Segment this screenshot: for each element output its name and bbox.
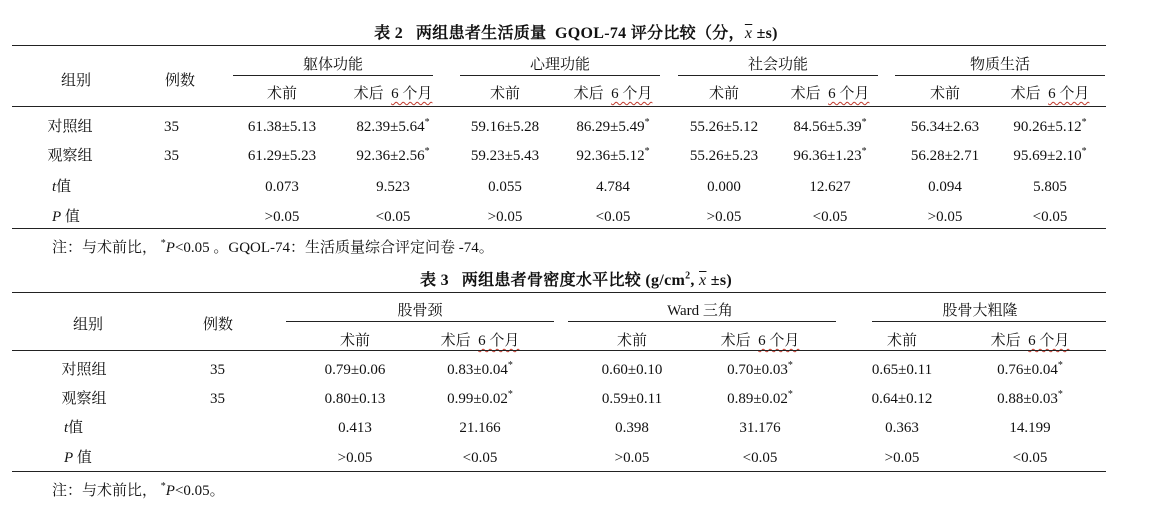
cell-value: 96.36±1.23 [793,148,862,164]
table3-site-2: Ward 三角 [667,303,733,319]
table3-note [52,479,225,500]
post-period: 6 个月 [828,86,870,102]
cell-value: 86.29±5.49 [576,119,645,135]
table2-count-header: 例数 [164,73,196,89]
table2-group-header: 组别 [60,73,92,89]
table2-row-group: 观察组 [47,148,93,164]
table3-cell [325,390,386,408]
table3-p-value: >0.05 [884,450,920,466]
table2-post-header-1 [354,85,433,103]
cell-value: 55.26±5.12 [689,119,759,135]
table2-p-value: >0.05 [706,209,742,225]
table2-t-value: 5.805 [1033,179,1067,195]
table3-post-header-2 [721,332,800,350]
table3-row-group: 观察组 [61,391,107,407]
t-word: 值 [56,179,72,195]
table3-cell [602,361,663,379]
table3-post-header-1 [441,332,520,350]
post-label: 术后 [440,333,471,349]
cell-star: * [1057,389,1063,400]
table2-cell [793,118,866,136]
post-label: 术后 [720,333,751,349]
table2-cell [471,147,539,165]
table3-title-label: 表 3 [419,272,449,289]
table3-cell [872,361,932,379]
table2-cell [576,118,649,136]
table2-top-rule [12,45,1106,46]
table3-site-3-rule [872,321,1106,322]
cell-value: 59.16±5.28 [470,119,540,135]
cell-value: 61.38±5.13 [247,119,317,135]
t-letter: t [64,420,69,436]
table2-cell [793,147,866,165]
cell-star: * [861,146,867,157]
cell-value: 0.64±0.12 [871,391,933,407]
p-word: 值 [76,450,92,466]
cell-value: 0.88±0.03 [997,391,1058,407]
table2-domain-3: 社会功能 [747,57,809,73]
table3-title-mid: , [690,272,695,289]
table3-note-text: <0.05。 [174,483,225,499]
cell-value: 0.65±0.11 [871,362,933,378]
table2-title-end: ±s) [756,25,778,42]
table3-t-value: 0.363 [885,420,919,436]
table3-p-value: <0.05 [462,450,498,466]
post-period: 6 个月 [1028,333,1070,349]
table3-row-count: 35 [210,362,225,378]
table2-t-value: 0.094 [928,179,962,195]
table2-cell [911,118,979,136]
table2-p-value: >0.05 [487,209,523,225]
cell-star: * [424,146,430,157]
cell-star: * [644,117,650,128]
table2-t-value: 0.000 [707,179,741,195]
table2-domain-1: 躯体功能 [302,57,364,73]
cell-star: * [787,360,793,371]
cell-value: 84.56±5.39 [793,119,862,135]
table2-note-p: P [165,240,175,256]
table2-bottom-rule [12,228,1106,229]
table3-cell [447,361,513,379]
table3-cell [872,390,933,408]
table3-top-rule [12,292,1106,293]
table2-cell [576,147,649,165]
table3-pre-header-2: 术前 [616,333,648,349]
table3-row-group: 对照组 [61,362,107,378]
table2-t-value: 0.073 [265,179,299,195]
table3-title-text: 两组患者骨密度水平比较 [461,272,642,289]
cell-value: 56.28±2.71 [910,148,980,164]
cell-value: 92.36±2.56 [356,148,425,164]
table2-domain-2: 心理功能 [529,57,591,73]
table3-t-value: 0.398 [615,420,649,436]
table2-pre-header-4: 术前 [929,86,961,102]
cell-value: 0.79±0.06 [324,362,386,378]
table2-p-value: >0.05 [264,209,300,225]
post-label: 术后 [790,86,821,102]
table3-cell [447,390,513,408]
table2-post-header-3 [791,85,870,103]
table2-row-group: 对照组 [47,119,93,135]
table2-domain-4-rule [895,75,1105,76]
table3-header-rule [12,350,1106,351]
table3-p-value: <0.05 [742,450,778,466]
table2-row-count: 35 [164,119,179,135]
table3-p-value: <0.05 [1012,450,1048,466]
table3-post-header-3 [991,332,1070,350]
table2-pre-header-3: 术前 [708,86,740,102]
table2-cell [471,118,539,136]
table3-group-header: 组别 [72,317,104,333]
t-letter: t [52,179,57,195]
cell-star: * [507,360,513,371]
post-label: 术后 [990,333,1021,349]
cell-value: 0.99±0.02 [447,391,508,407]
table3-t-value: 14.199 [1009,420,1051,436]
table3-cell [727,390,793,408]
table3-cell [325,361,386,379]
cell-value: 0.76±0.04 [997,362,1058,378]
table3-site-1: 股骨颈 [397,303,443,319]
table2-title [0,20,1152,43]
table2-domain-2-rule [460,75,660,76]
post-label: 术后 [573,86,604,102]
table3-title [0,267,1152,290]
table2-cell [1013,118,1086,136]
post-label: 术后 [353,86,384,102]
table2-t-value: 12.627 [809,179,851,195]
table2-p-value: <0.05 [812,209,848,225]
cell-value: 82.39±5.64 [356,119,425,135]
table3-site-1-rule [286,321,554,322]
post-period: 6 个月 [1048,86,1090,102]
table2-p-value: >0.05 [927,209,963,225]
cell-star: * [1081,117,1087,128]
post-period: 6 个月 [478,333,520,349]
table2-cell [356,118,429,136]
table2-pre-header-2: 术前 [489,86,521,102]
table3-p-value: >0.05 [337,450,373,466]
cell-value: 0.80±0.13 [324,391,386,407]
table2-title-tail: 评分比较（分， [630,25,745,42]
cell-value: 92.36±5.12 [576,148,645,164]
table3-p-value: >0.05 [614,450,650,466]
table2-title-code: GQOL-74 [555,25,627,42]
table2-row-count: 35 [164,148,179,164]
table3-cell [997,361,1063,379]
table2-t-value: 0.055 [488,179,522,195]
table3-t-label [64,419,83,437]
table3-count-header: 例数 [202,317,234,333]
table2-title-symbol: $\overline{x}$ [744,25,753,42]
post-period: 6 个月 [611,86,653,102]
table2-p-value: <0.05 [375,209,411,225]
table2-t-value: 9.523 [376,179,410,195]
table3-pre-header-1: 术前 [339,333,371,349]
table2-header-rule [12,106,1106,107]
cell-value: 0.70±0.03 [727,362,788,378]
post-period: 6 个月 [391,86,433,102]
table2-domain-3-rule [678,75,878,76]
table3-note-star: * [160,481,166,492]
table3-t-value: 21.166 [459,420,501,436]
table2-post-header-4 [1011,85,1090,103]
table2-note-star: * [160,238,166,249]
cell-value: 90.26±5.12 [1013,119,1082,135]
cell-value: 0.60±0.10 [601,362,663,378]
table3-note-prefix: 注：与术前比， [52,483,158,499]
post-label: 术后 [1010,86,1041,102]
p-letter: P [64,450,74,466]
table2-t-value: 4.784 [596,179,630,195]
table2-cell [690,118,758,136]
table3-pre-header-3: 术前 [886,333,918,349]
table2-cell [356,147,429,165]
cell-value: 95.69±2.10 [1013,148,1082,164]
table3-t-value: 31.176 [739,420,781,436]
cell-star: * [787,389,793,400]
cell-value: 0.83±0.04 [447,362,508,378]
table2-p-value: <0.05 [595,209,631,225]
p-letter: P [52,209,62,225]
cell-value: 59.23±5.43 [470,148,540,164]
table2-pre-header-1: 术前 [266,86,298,102]
table3-cell [997,390,1063,408]
cell-star: * [424,117,430,128]
cell-star: * [1081,146,1087,157]
table3-title-end: ±s) [710,272,733,289]
table2-p-value: <0.05 [1032,209,1068,225]
table2-domain-1-rule [233,75,433,76]
cell-value: 0.89±0.02 [727,391,788,407]
table2-note-text: <0.05 。GQOL-74：生活质量综合评定问卷 -74。 [174,240,494,256]
table3-site-3: 股骨大粗隆 [942,303,1018,319]
table3-row-count: 35 [210,391,225,407]
cell-star: * [1057,360,1063,371]
table3-cell [602,390,662,408]
post-period: 6 个月 [758,333,800,349]
cell-value: 61.29±5.23 [247,148,317,164]
table3-t-value: 0.413 [338,420,372,436]
table2-p-label [52,208,80,226]
table3-site-2-rule [568,321,836,322]
table3-title-unit-sup: 2 [685,270,691,282]
table3-title-unit: (g/cm [645,272,686,289]
table3-cell [727,361,793,379]
table3-note-p: P [165,483,175,499]
table2-note [52,236,494,257]
table2-title-label: 表 2 [374,25,404,42]
table2-title-text: 两组患者生活质量 [415,25,547,42]
table3-p-label [64,449,92,467]
table2-cell [911,147,979,165]
table2-cell [248,147,316,165]
cell-value: 55.26±5.23 [689,148,759,164]
table3-bottom-rule [12,471,1106,472]
cell-star: * [507,389,513,400]
cell-star: * [861,117,867,128]
table2-post-header-2 [574,85,653,103]
table2-cell [690,147,758,165]
cell-star: * [644,146,650,157]
table2-note-prefix: 注：与术前比， [52,240,158,256]
cell-value: 56.34±2.63 [910,119,980,135]
t-word: 值 [68,420,84,436]
table2-cell [248,118,316,136]
cell-value: 0.59±0.11 [601,391,663,407]
p-word: 值 [64,209,80,225]
table2-cell [1013,147,1086,165]
table2-t-label [52,178,71,196]
table2-domain-4: 物质生活 [969,57,1031,73]
table3-title-symbol: $\overline{x}$ [699,272,707,289]
